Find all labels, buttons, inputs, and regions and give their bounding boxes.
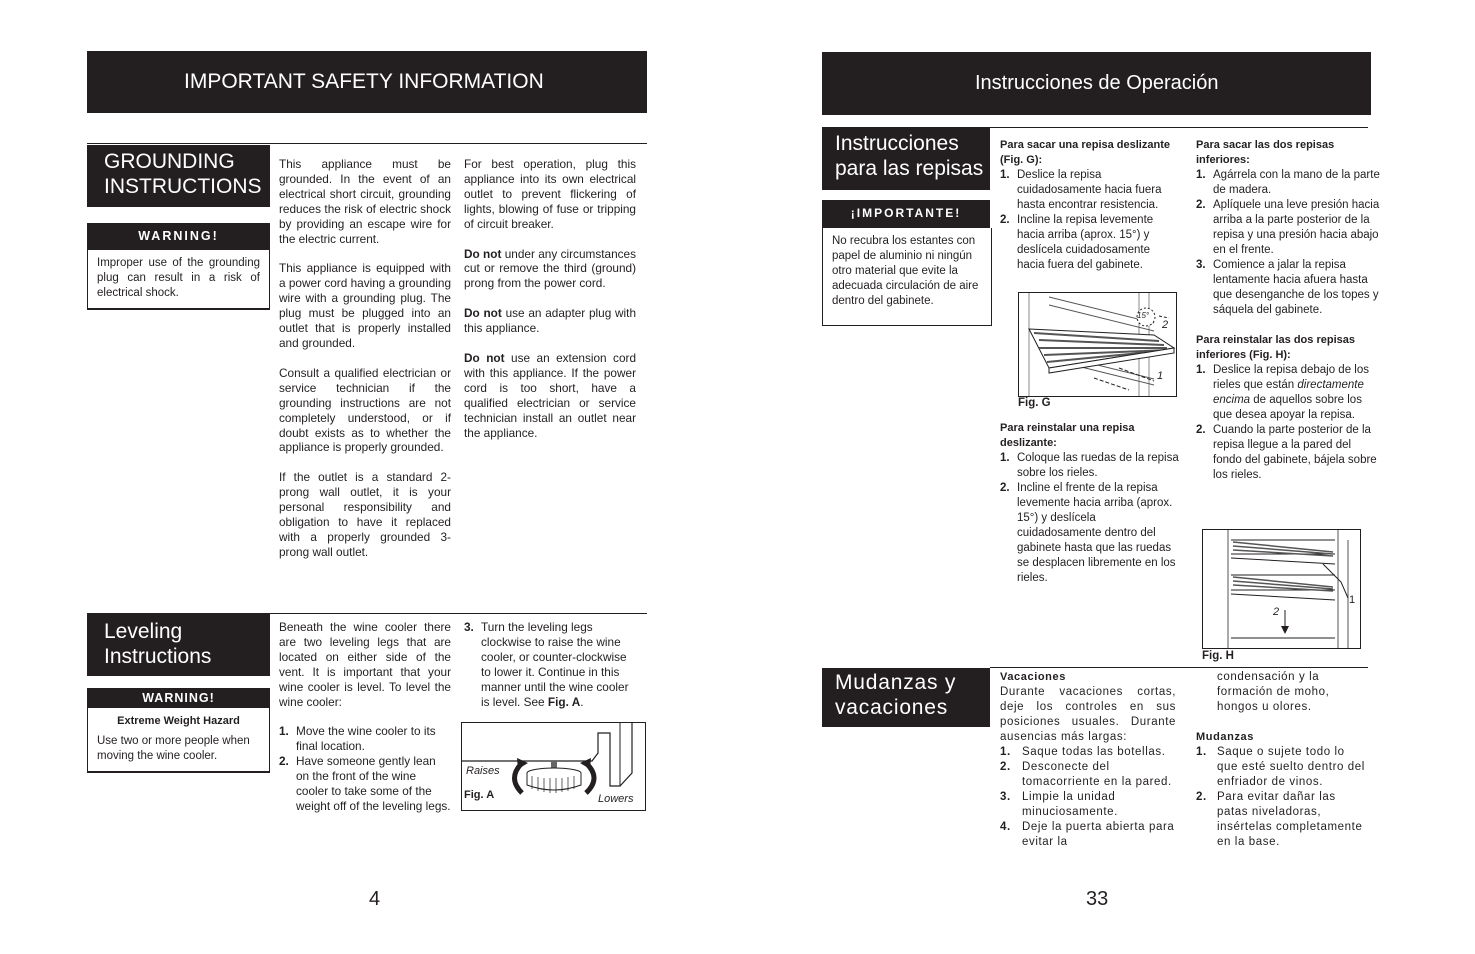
step xyxy=(279,754,451,814)
step-text: Incline la repisa levemente hacia arriba (aprox. 15°) y deslícela cuidadosamente hacia fuera del gabinete. xyxy=(1017,214,1154,271)
remove-two-shelves xyxy=(1196,138,1381,483)
step-text: Incline el frente de la repisa levemente hacia arriba (aprox. 15°) y deslícela cuidadosamente dentro del gabinete hasta que las ruedas se desplacen libremente en los rieles. xyxy=(1017,482,1176,584)
title-line: vacaciones xyxy=(835,696,949,719)
step-text xyxy=(1213,363,1381,423)
step-number: 1. xyxy=(1000,746,1011,758)
step xyxy=(1000,820,1176,850)
reinstall-one-shelf xyxy=(1000,421,1180,586)
warning-label: WARNING! xyxy=(87,688,270,708)
step xyxy=(1196,790,1366,850)
step-text: Cuando la parte posterior de la repisa llegue a la pared del fondo del gabinete, bájela sobre los rieles. xyxy=(1213,424,1377,481)
step-number: 2. xyxy=(1000,214,1010,226)
text: . xyxy=(580,694,584,709)
remove-one-shelf xyxy=(1000,138,1180,273)
title-line: para las repisas xyxy=(835,157,984,180)
figure-label: Fig. G xyxy=(1018,397,1051,409)
figure-label: Fig. A xyxy=(464,789,495,801)
leveling-col2 xyxy=(464,620,639,709)
header-title: Instrucciones de Operación xyxy=(975,72,1219,94)
step-number: 3. xyxy=(1196,259,1206,271)
text: under any circumstances cut or remove the third (ground) prong from the power cord. xyxy=(464,246,636,291)
bold: Do not xyxy=(464,306,502,321)
step-number: 4. xyxy=(1000,821,1011,833)
warning-label: WARNING! xyxy=(87,223,270,250)
paragraph: If the outlet is a standard 2-prong wall outlet, it is your personal responsibility and obligation to have it replaced with a properly grounded 3-prong wall outlet. xyxy=(279,470,451,559)
paragraph: This appliance must be grounded. In the event of an electrical short circuit, grounding reduces the risk of electric shock by providing an escape wire for the electric current. xyxy=(279,157,451,246)
step xyxy=(1000,168,1180,213)
figure-a xyxy=(461,722,646,811)
step xyxy=(464,620,639,709)
text: use an adapter plug with this appliance. xyxy=(464,306,637,336)
leveling-section-title xyxy=(87,613,270,676)
step-text: Saque todas las botellas. xyxy=(1022,746,1166,758)
step-number: 2. xyxy=(1196,791,1207,803)
step-text: Limpie la unidad minuciosamente. xyxy=(1022,791,1118,818)
page-number: 33 xyxy=(1086,888,1109,910)
step xyxy=(1196,198,1381,258)
step-text: Saque o sujete todo lo que esté suelto dentro del enfriador de vinos. xyxy=(1217,746,1365,788)
figure-g xyxy=(1018,292,1177,397)
lower-shelves-illustration xyxy=(1203,530,1360,648)
important-label: ¡IMPORTANTE! xyxy=(822,200,990,228)
paragraph xyxy=(464,351,636,440)
subheading: Para reinstalar una repisa deslizante: xyxy=(1000,422,1135,449)
step xyxy=(1000,213,1180,273)
step-text: Para evitar dañar las patas niveladoras, insértelas completamente en la base. xyxy=(1217,791,1363,848)
steps xyxy=(279,724,451,813)
step-number: 3. xyxy=(464,620,474,634)
title-line: Leveling xyxy=(104,620,183,643)
step-number: 1. xyxy=(1196,169,1206,181)
title-line: GROUNDING xyxy=(104,150,235,173)
raises-label: Raises xyxy=(466,765,500,777)
page-number: 4 xyxy=(369,888,381,910)
step-number: 2. xyxy=(1196,424,1206,436)
bold: Do not xyxy=(464,246,502,261)
step-text: Deslice la repisa cuidadosamente hacia fuera hasta encontrar resistencia. xyxy=(1017,169,1162,211)
paragraph: Consult a qualified electrician or service technician if the grounding instructions are not completely understood, or if doubt exists as to whether the appliance is properly grounded. xyxy=(279,365,451,455)
arrow-label: 2 xyxy=(1273,606,1280,618)
text: Turn the leveling legs clockwise to raise the wine cooler, or counter-clockwise to lower it. Continue in this manner until the wine cooler is level. See xyxy=(481,620,629,709)
warning-title: Extreme Weight Hazard xyxy=(117,715,240,727)
step xyxy=(279,724,451,754)
paragraph: condensación y la formación de moho, hongos u olores. xyxy=(1217,671,1330,713)
leveling-col1 xyxy=(279,620,451,814)
shelf-removal-illustration xyxy=(1019,293,1176,396)
step xyxy=(1196,363,1381,423)
title-line: INSTRUCTIONS xyxy=(104,175,262,198)
title-line: Mudanzas y xyxy=(835,671,957,694)
paragraph xyxy=(464,247,636,292)
subheading: Vacaciones xyxy=(1000,671,1066,683)
step-number: 1. xyxy=(279,724,289,739)
step-text: Aplíquele una leve presión hacia arriba a la parte posterior de la repisa y una presión hacia abajo en el frente. xyxy=(1213,199,1380,256)
title-line: Instructions xyxy=(104,645,212,668)
step-text: Deje la puerta abierta para evitar la xyxy=(1022,821,1175,848)
mudanzas xyxy=(1196,670,1366,850)
step-number: 2. xyxy=(1000,761,1011,773)
important-text: No recubra los estantes con papel de aluminio ni ningún otro material que evite la adecuada circulación de aire dentro del gabinete. xyxy=(822,228,992,326)
warning-box xyxy=(87,708,270,773)
grounding-col1 xyxy=(279,157,451,575)
header-title: IMPORTANT SAFETY INFORMATION xyxy=(184,70,544,93)
step-number: 2. xyxy=(279,754,289,769)
vacaciones xyxy=(1000,670,1176,850)
step-number: 3. xyxy=(1000,791,1011,803)
paragraph: This appliance is equipped with a power cord having a grounding wire with a grounding plug. The plug must be plugged into an outlet that is properly installed and grounded. xyxy=(279,261,451,350)
step xyxy=(1000,790,1176,820)
step xyxy=(1196,168,1381,198)
grounding-col2 xyxy=(464,157,636,456)
step xyxy=(1000,745,1176,760)
paragraph: Beneath the wine cooler there are two leveling legs that are located on either side of the vent. It is important that your wine cooler is level. To level the wine cooler: xyxy=(279,620,451,709)
angle-label: 15° xyxy=(1137,311,1150,320)
paragraph xyxy=(464,306,636,336)
step xyxy=(1196,745,1366,790)
paragraph: For best operation, plug this appliance into its own electrical outlet to prevent flickering of lights, blowing of fuse or tripping of circuit breaker. xyxy=(464,157,636,231)
italic-text: directamente encima xyxy=(1213,379,1364,406)
step-number: 1. xyxy=(1000,452,1010,464)
warning-text: Improper use of the grounding plug can result in a risk of electrical shock. xyxy=(87,250,270,310)
step xyxy=(1196,258,1381,318)
divider xyxy=(990,667,1368,668)
repisas-section-title xyxy=(822,127,990,190)
step xyxy=(1196,423,1381,483)
step-text: Desconecte del tomacorriente en la pared. xyxy=(1022,761,1172,788)
figure-label: Fig. H xyxy=(1202,650,1234,662)
subheading: Para reinstalar las dos repisas inferiores (Fig. H): xyxy=(1196,334,1355,361)
paragraph: Durante vacaciones cortas, deje los controles en sus posiciones usuales. Durante ausencias más largas: xyxy=(1000,686,1176,743)
step-number: 2. xyxy=(1000,482,1010,494)
lowers-label: Lowers xyxy=(598,793,634,805)
title-line: Instrucciones xyxy=(835,132,959,155)
step-text xyxy=(481,620,639,709)
arrow-label: 1 xyxy=(1157,370,1164,382)
text: use an extension cord with this appliance. If the power cord is too short, have a qualified electrician or service technician install an outlet near the appliance. xyxy=(464,351,637,440)
page-header xyxy=(822,52,1371,115)
step xyxy=(1000,451,1180,481)
step-number: 1. xyxy=(1196,364,1206,376)
text: Deslice la repisa debajo de los rieles que están xyxy=(1213,364,1369,391)
step-text: Agárrela con la mano de la parte de madera. xyxy=(1213,169,1380,196)
figure-h xyxy=(1202,529,1361,649)
subheading: Mudanzas xyxy=(1196,731,1254,743)
subheading: Para sacar las dos repisas inferiores: xyxy=(1196,139,1335,166)
bold: Do not xyxy=(464,351,505,366)
step xyxy=(1000,760,1176,790)
warning-text: Use two or more people when moving the wine cooler. xyxy=(97,735,250,762)
step-text: Coloque las ruedas de la repisa sobre los rieles. xyxy=(1017,452,1179,479)
step-number: 2. xyxy=(1196,199,1206,211)
divider xyxy=(87,143,647,144)
step-text: Comience a jalar la repisa lentamente hacia afuera hasta que desenganche de los topes y sáquela del gabinete. xyxy=(1213,259,1379,316)
step-text: Move the wine cooler to its final location. xyxy=(296,724,436,754)
mudanzas-section-title xyxy=(822,668,990,727)
fig-ref: Fig. A xyxy=(547,694,581,709)
subheading: Para sacar una repisa deslizante (Fig. G): xyxy=(1000,139,1170,166)
arrow-label: 2 xyxy=(1162,319,1169,331)
step-text: Have someone gently lean on the front of the wine cooler to take some of the weight off of the leveling legs. xyxy=(296,754,451,813)
arrow-label: 1 xyxy=(1349,594,1356,606)
step-number: 1. xyxy=(1196,746,1207,758)
page-header xyxy=(87,51,647,113)
text: de aquellos sobre los que desea apoyar la repisa. xyxy=(1213,394,1362,421)
grounding-section-title xyxy=(87,145,270,207)
step-number: 1. xyxy=(1000,169,1010,181)
step xyxy=(1000,481,1180,586)
